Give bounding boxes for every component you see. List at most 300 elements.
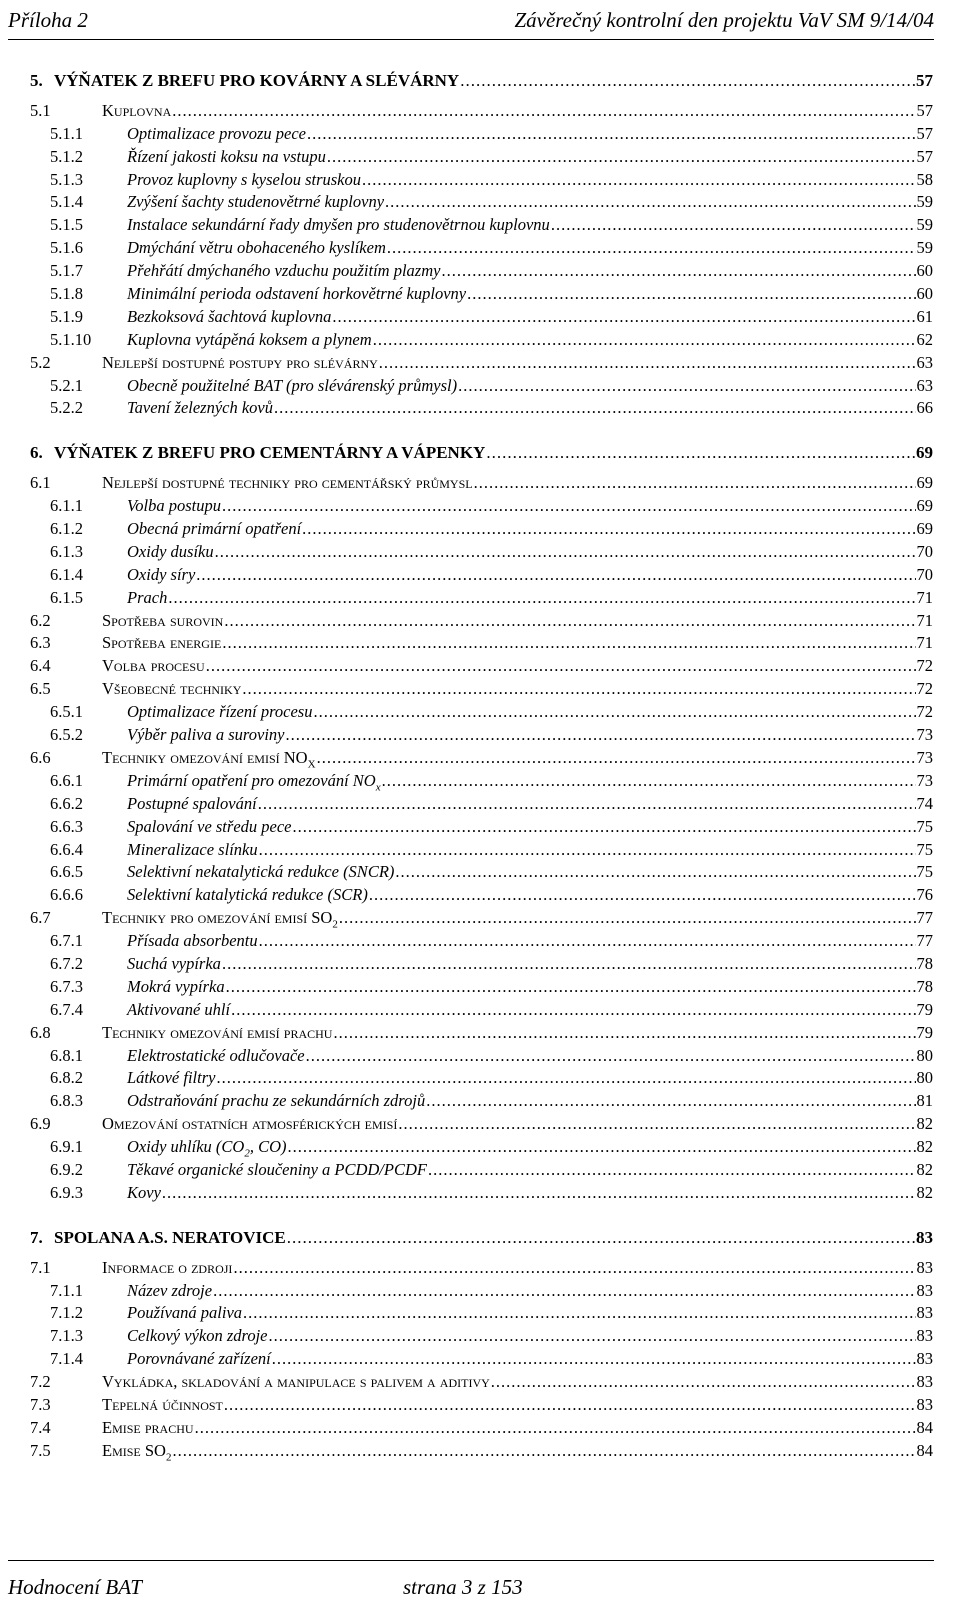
toc-entry-page: 83 [916, 1303, 933, 1323]
toc-leader-dots [441, 260, 915, 283]
toc-entry[interactable] [30, 70, 933, 93]
toc-entry-number: 6.6.4 [50, 839, 83, 859]
toc-entry-body [127, 329, 933, 352]
toc-entry[interactable] [30, 1371, 933, 1394]
toc-entry-body [127, 306, 933, 329]
toc-entry-body [102, 678, 933, 701]
toc-leader-dots [395, 861, 915, 884]
toc-entry-page: 75 [916, 839, 933, 859]
toc-entry-number: 5.1.1 [50, 123, 83, 143]
toc-entry[interactable] [30, 1325, 933, 1348]
toc-entry[interactable] [30, 999, 933, 1022]
toc-entry-title [127, 816, 291, 839]
toc-entry-title-suffix: , CO) [249, 1137, 287, 1157]
toc-entry-title [127, 1182, 161, 1205]
toc-entry[interactable] [30, 1159, 933, 1182]
toc-entry[interactable] [30, 1136, 933, 1159]
toc-entry-number: 6.6.2 [50, 793, 83, 813]
toc-entry-number: 6.2 [30, 610, 51, 630]
toc-entry[interactable] [30, 976, 933, 999]
toc-entry[interactable] [30, 1090, 933, 1113]
toc-leader-dots [285, 724, 915, 747]
toc-entry[interactable] [30, 375, 933, 398]
toc-leader-dots [243, 1302, 915, 1325]
toc-entry-body [127, 518, 933, 541]
toc-entry[interactable] [30, 260, 933, 283]
toc-entry-body [127, 839, 933, 862]
toc-leader-dots [428, 1159, 916, 1182]
toc-leader-dots [491, 1371, 916, 1394]
toc-entry-title [102, 1113, 397, 1136]
toc-entry[interactable] [30, 884, 933, 907]
toc-entry-number: 5.1.7 [50, 261, 83, 281]
toc-leader-dots [162, 1182, 916, 1205]
toc-entry-number: 6.9.3 [50, 1182, 83, 1202]
toc-entry-title-text: Tepelná účinnost [102, 1394, 223, 1414]
toc-entry[interactable] [30, 1113, 933, 1136]
toc-entry-title-text: Techniky omezování emisí prachu [102, 1022, 333, 1042]
toc-entry[interactable] [30, 329, 933, 352]
toc-entry[interactable] [30, 283, 933, 306]
toc-entry[interactable] [30, 495, 933, 518]
toc-entry[interactable] [30, 839, 933, 862]
toc-entry-body [127, 1348, 933, 1371]
toc-entry-title-text: Emise SO [102, 1440, 166, 1460]
toc-entry-page: 70 [916, 564, 933, 584]
toc-entry-title [127, 1280, 212, 1303]
toc-entry-title [127, 701, 312, 724]
toc-entry[interactable] [30, 169, 933, 192]
toc-entry-title-text: Nejlepší dostupné postupy pro slévárny [102, 352, 378, 372]
toc-entry-title-text: Mokrá vypírka [127, 976, 225, 996]
toc-entry-body [127, 1090, 933, 1113]
toc-entry[interactable] [30, 191, 933, 214]
toc-entry-number: 7.2 [30, 1372, 51, 1392]
toc-entry-page: 60 [916, 284, 933, 304]
toc-entry-title [127, 1325, 268, 1348]
toc-entry-number: 6.7.1 [50, 931, 83, 951]
toc-entry-page: 83 [916, 1372, 933, 1392]
toc-entry-number: 5.1.2 [50, 146, 83, 166]
toc-entry-page: 69 [916, 519, 933, 539]
toc-entry-number: 7.1.3 [50, 1326, 83, 1346]
toc-entry-title-text: Zvýšení šachty studenovětrné kuplovny [127, 192, 385, 212]
toc-entry-title-text: Oxidy dusíku [127, 541, 214, 561]
toc-entry-title [127, 375, 457, 398]
toc-entry-body [127, 169, 933, 192]
toc-entry[interactable] [30, 146, 933, 169]
toc-leader-dots [272, 1348, 916, 1371]
toc-entry-title [127, 237, 386, 260]
toc-entry-title [102, 632, 221, 655]
toc-entry[interactable] [30, 1302, 933, 1325]
toc-entry-title [127, 976, 225, 999]
toc-entry-body [54, 70, 933, 93]
toc-entry-body [127, 861, 933, 884]
toc-leader-dots [333, 1022, 915, 1045]
toc-entry-title [127, 1045, 305, 1068]
toc-entry-body [102, 1440, 933, 1469]
toc-entry[interactable] [30, 214, 933, 237]
toc-entry-subscript: x [375, 781, 381, 794]
toc-entry-subscript: 2 [244, 1147, 250, 1160]
toc-entry-page: 57 [916, 71, 933, 90]
header-left: Příloha 2 [8, 8, 88, 32]
toc-entry[interactable] [30, 678, 933, 701]
toc-entry-title-text: Volba postupu [127, 496, 221, 516]
toc-leader-dots [467, 283, 915, 306]
toc-entry-number: 6.6.1 [50, 770, 83, 790]
toc-entry[interactable] [30, 564, 933, 587]
toc-entry-page: 83 [916, 1257, 933, 1277]
toc-entry-body [127, 1302, 933, 1325]
toc-leader-dots [398, 1113, 915, 1136]
toc-entry-number: 6.9.1 [50, 1137, 83, 1157]
toc-entry-number: 6.5.1 [50, 702, 83, 722]
toc-entry-title-text: Emise prachu [102, 1417, 194, 1437]
toc-entry-page: 63 [916, 352, 933, 372]
toc-entry[interactable] [30, 1280, 933, 1303]
toc-entry-title-text: SPOLANA A.S. NERATOVICE [54, 1227, 286, 1247]
toc-entry-number: 6.1.5 [50, 587, 83, 607]
toc-entry[interactable] [30, 123, 933, 146]
toc-leader-dots [215, 541, 916, 564]
toc-entry[interactable] [30, 1417, 933, 1440]
toc-entry-number: 5.1.10 [50, 329, 92, 349]
toc-entry[interactable] [30, 1182, 933, 1205]
toc-entry-title [127, 146, 326, 169]
toc-entry-title-text: Suchá vypírka [127, 953, 221, 973]
toc-entry-number: 6.7.3 [50, 976, 83, 996]
toc-entry[interactable] [30, 541, 933, 564]
toc-entry-subscript: 2 [332, 918, 338, 931]
toc-entry-number: 6.4 [30, 656, 51, 676]
toc-entry[interactable] [30, 1348, 933, 1371]
toc-entry-title-text: Spotřeba energie [102, 633, 222, 653]
toc-entry-page: 78 [916, 976, 933, 996]
toc-entry[interactable] [30, 237, 933, 260]
toc-entry-number: 5.2 [30, 352, 51, 372]
toc-entry-body [127, 701, 933, 724]
toc-entry-number: 5. [30, 71, 43, 90]
toc-entry-body [127, 237, 933, 260]
toc-entry[interactable] [30, 397, 933, 420]
toc-entry-body [102, 352, 933, 375]
toc-leader-dots [332, 306, 915, 329]
toc-entry-number: 6.7.2 [50, 953, 83, 973]
toc-entry-title [127, 123, 306, 146]
toc-entry-body [127, 1280, 933, 1303]
toc-entry-body [127, 999, 933, 1022]
toc-entry-title-text: Mineralizace slínku [127, 839, 258, 859]
toc-entry-page: 62 [916, 329, 933, 349]
toc-entry-body [127, 397, 933, 420]
toc-entry-body [127, 191, 933, 214]
toc-entry-page: 69 [916, 496, 933, 516]
toc-entry-number: 6.1 [30, 473, 51, 493]
toc-entry-number: 6.7 [30, 908, 51, 928]
toc-entry-page: 84 [916, 1440, 933, 1460]
toc-entry[interactable] [30, 655, 933, 678]
toc-entry-title [54, 442, 485, 465]
footer-right: strana 3 z 153 [403, 1575, 523, 1599]
toc-entry-title [102, 655, 205, 678]
toc-entry-number: 6.9 [30, 1114, 51, 1134]
toc-entry-title [127, 884, 368, 907]
toc-entry-title [127, 283, 466, 306]
toc-entry[interactable] [30, 1440, 933, 1463]
toc-entry-title-text: Látkové filtry [127, 1068, 216, 1088]
toc-entry-page: 58 [916, 169, 933, 189]
toc-leader-dots [551, 214, 916, 237]
toc-leader-dots [313, 701, 915, 724]
toc-leader-dots [213, 1280, 915, 1303]
header-right: Závěrečný kontrolní den projektu VaV SM 9/14/04 [514, 8, 934, 32]
toc-entry-page: 82 [916, 1159, 933, 1179]
toc-leader-dots [206, 655, 916, 678]
toc-entry[interactable] [30, 1227, 933, 1250]
toc-entry-body [127, 375, 933, 398]
toc-entry-title [127, 587, 167, 610]
toc-entry-title [127, 495, 221, 518]
toc-entry-number: 7.5 [30, 1440, 51, 1460]
toc-entry[interactable] [30, 306, 933, 329]
toc-entry-page: 59 [916, 215, 933, 235]
toc-entry-page: 59 [916, 238, 933, 258]
toc-entry-title [127, 930, 258, 953]
toc-entry-title-text: Selektivní katalytická redukce (SCR) [127, 885, 368, 905]
toc-entry-number: 5.1.9 [50, 306, 83, 326]
toc-leader-dots [168, 587, 915, 610]
toc-entry-body [127, 1182, 933, 1205]
toc-leader-dots [362, 169, 915, 192]
toc-entry-page: 57 [916, 123, 933, 143]
toc-entry-title-text: Volba procesu [102, 656, 205, 676]
toc-entry-page: 69 [916, 443, 933, 463]
toc-leader-dots [317, 747, 916, 770]
toc-entry-page: 81 [916, 1091, 933, 1111]
toc-entry-title-text: Kuplovna [102, 100, 172, 120]
toc-entry[interactable] [30, 747, 933, 770]
toc-entry-number: 5.1 [30, 100, 51, 120]
toc-entry-page: 79 [916, 1022, 933, 1042]
toc-leader-dots [196, 564, 915, 587]
toc-entry-title-text: Bezkoksová šachtová kuplovna [127, 306, 332, 326]
toc-entry-title-text: Techniky pro omezování emisí SO [102, 908, 333, 928]
toc-leader-dots [195, 1417, 916, 1440]
toc-leader-dots [302, 518, 915, 541]
toc-entry-title-text: Elektrostatické odlučovače [127, 1045, 305, 1065]
toc-entry-title-text: Minimální perioda odstavení horkovětrné kuplovny [127, 284, 467, 304]
toc-entry-title [102, 1440, 171, 1469]
toc-entry-title-text: Porovnávané zařízení [127, 1349, 271, 1369]
toc-entry-number: 6.3 [30, 633, 51, 653]
toc-entry-page: 83 [916, 1394, 933, 1414]
toc-entry-title [102, 1022, 332, 1045]
toc-entry-title [127, 1067, 215, 1090]
toc-leader-dots [222, 632, 915, 655]
toc-entry-title [102, 100, 171, 123]
toc-entry[interactable] [30, 1022, 933, 1045]
toc-entry[interactable] [30, 861, 933, 884]
toc-entry-number: 6.1.3 [50, 541, 83, 561]
toc-entry-title-text: Používaná paliva [127, 1303, 243, 1323]
toc-leader-dots [379, 352, 916, 375]
toc-entry[interactable] [30, 610, 933, 633]
footer-left: Hodnocení BAT [8, 1575, 142, 1599]
toc-entry-body [102, 1022, 933, 1045]
toc-entry-body [127, 283, 933, 306]
toc-entry[interactable] [30, 953, 933, 976]
toc-entry-page: 72 [916, 679, 933, 699]
toc-entry[interactable] [30, 100, 933, 123]
toc-entry-title-text: Primární opatření pro omezování NO [127, 770, 376, 790]
toc-entry-number: 6.1.2 [50, 519, 83, 539]
toc-leader-dots [369, 884, 916, 907]
toc-entry-title [102, 1394, 223, 1417]
toc-entry[interactable] [30, 930, 933, 953]
toc-entry-subscript: X [307, 758, 316, 771]
toc-entry-body [102, 1394, 933, 1417]
toc-entry-body [102, 610, 933, 633]
toc-entry-title-text: Všeobecné techniky [102, 679, 242, 699]
toc-entry-title [127, 1348, 271, 1371]
toc-entry-title [127, 1159, 427, 1182]
toc-leader-dots [274, 397, 915, 420]
toc-leader-dots [307, 123, 915, 146]
toc-entry-body [127, 1045, 933, 1068]
toc-leader-dots [242, 678, 915, 701]
toc-leader-dots [339, 907, 916, 930]
toc-entry[interactable] [30, 724, 933, 747]
toc-entry-title-text: Dmýchání větru obohaceného kyslíkem [127, 238, 386, 258]
toc-leader-dots [224, 610, 915, 633]
toc-entry-number: 7.3 [30, 1394, 51, 1414]
toc-entry-page: 71 [916, 633, 933, 653]
page-footer [8, 1560, 934, 1601]
toc-entry[interactable] [30, 907, 933, 930]
toc-leader-dots [387, 237, 916, 260]
toc-entry-title [127, 306, 331, 329]
toc-entry-number: 5.1.5 [50, 215, 83, 235]
toc-entry[interactable] [30, 1394, 933, 1417]
toc-leader-dots [259, 839, 916, 862]
toc-entry-body [127, 1067, 933, 1090]
toc-leader-dots [226, 976, 916, 999]
toc-entry-number: 5.2.1 [50, 375, 83, 395]
toc-entry-page: 73 [916, 770, 933, 790]
toc-leader-dots [233, 1257, 915, 1280]
toc-entry-number: 6.8.2 [50, 1068, 83, 1088]
toc-entry-title-text: Optimalizace řízení procesu [127, 702, 313, 722]
toc-leader-dots [287, 1227, 915, 1250]
toc-entry-body [127, 123, 933, 146]
toc-entry[interactable] [30, 770, 933, 793]
toc-entry-subscript: 2 [165, 1451, 172, 1464]
toc-entry-number: 5.1.8 [50, 284, 83, 304]
toc-entry-page: 75 [916, 816, 933, 836]
toc-entry-number: 6.1.1 [50, 496, 83, 516]
toc-entry[interactable] [30, 1257, 933, 1280]
toc-entry[interactable] [30, 587, 933, 610]
toc-entry-body [127, 816, 933, 839]
toc-leader-dots [373, 329, 916, 352]
toc-leader-dots [231, 999, 915, 1022]
toc-entry-number: 6.6.3 [50, 816, 83, 836]
toc-entry[interactable] [30, 472, 933, 495]
toc-leader-dots [222, 495, 916, 518]
toc-entry-title [127, 541, 214, 564]
toc-entry[interactable] [30, 352, 933, 375]
toc-entry-number: 6.5.2 [50, 725, 83, 745]
toc-entry-body [102, 1113, 933, 1136]
toc-entry-page: 72 [916, 656, 933, 676]
toc-entry[interactable] [30, 518, 933, 541]
toc-leader-dots [460, 70, 915, 93]
toc-entry-page: 74 [916, 793, 933, 813]
toc-entry-title-text: Selektivní nekatalytická redukce (SNCR) [127, 862, 395, 882]
toc-entry[interactable] [30, 632, 933, 655]
toc-entry[interactable] [30, 816, 933, 839]
toc-entry-page: 80 [916, 1045, 933, 1065]
toc-entry-body [54, 1227, 933, 1250]
toc-entry-title-text: Oxidy síry [127, 564, 196, 584]
toc-entry-page: 82 [916, 1182, 933, 1202]
toc-entry-body [127, 260, 933, 283]
page-header [8, 0, 934, 40]
toc-entry-body [127, 976, 933, 999]
toc-entry-body [102, 655, 933, 678]
toc-entry[interactable] [30, 1067, 933, 1090]
toc-entry[interactable] [30, 1045, 933, 1068]
toc-entry-title-text: Techniky omezování emisí NO [102, 747, 308, 767]
toc-entry-number: 6.9.2 [50, 1159, 83, 1179]
toc-entry-title [102, 1257, 232, 1280]
toc-entry-page: 57 [916, 146, 933, 166]
toc-entry-number: 7. [30, 1227, 43, 1247]
toc-entry[interactable] [30, 793, 933, 816]
toc-entry-title-text: Řízení jakosti koksu na vstupu [127, 146, 326, 166]
toc-entry-title-text: Optimalizace provozu pece [127, 123, 307, 143]
toc-leader-dots [486, 442, 915, 465]
toc-entry-page: 71 [916, 610, 933, 630]
toc-entry-title [127, 1302, 242, 1325]
toc-entry[interactable] [30, 442, 933, 465]
toc-entry-number: 6.8 [30, 1022, 51, 1042]
toc-entry-number: 6.7.4 [50, 999, 83, 1019]
toc-entry-page: 78 [916, 953, 933, 973]
toc-entry-body [127, 793, 933, 816]
toc-entry-body [127, 1159, 933, 1182]
toc-entry-body [127, 930, 933, 953]
table-of-contents [30, 70, 933, 1463]
toc-entry-title-text: Obecná primární opatření [127, 519, 302, 539]
toc-leader-dots [259, 930, 916, 953]
toc-entry-title [54, 1227, 286, 1250]
toc-entry-title [127, 329, 372, 352]
toc-entry-title-text: Nejlepší dostupné techniky pro cementářský průmysl [102, 473, 473, 493]
toc-leader-dots [385, 191, 915, 214]
toc-entry-page: 83 [916, 1227, 933, 1247]
toc-entry-body [127, 1325, 933, 1348]
toc-entry-title [127, 191, 384, 214]
toc-entry[interactable] [30, 701, 933, 724]
toc-entry-page: 66 [916, 398, 933, 418]
toc-entry-body [102, 632, 933, 655]
toc-entry-body [102, 100, 933, 123]
toc-entry-page: 84 [916, 1417, 933, 1437]
toc-leader-dots [474, 472, 916, 495]
